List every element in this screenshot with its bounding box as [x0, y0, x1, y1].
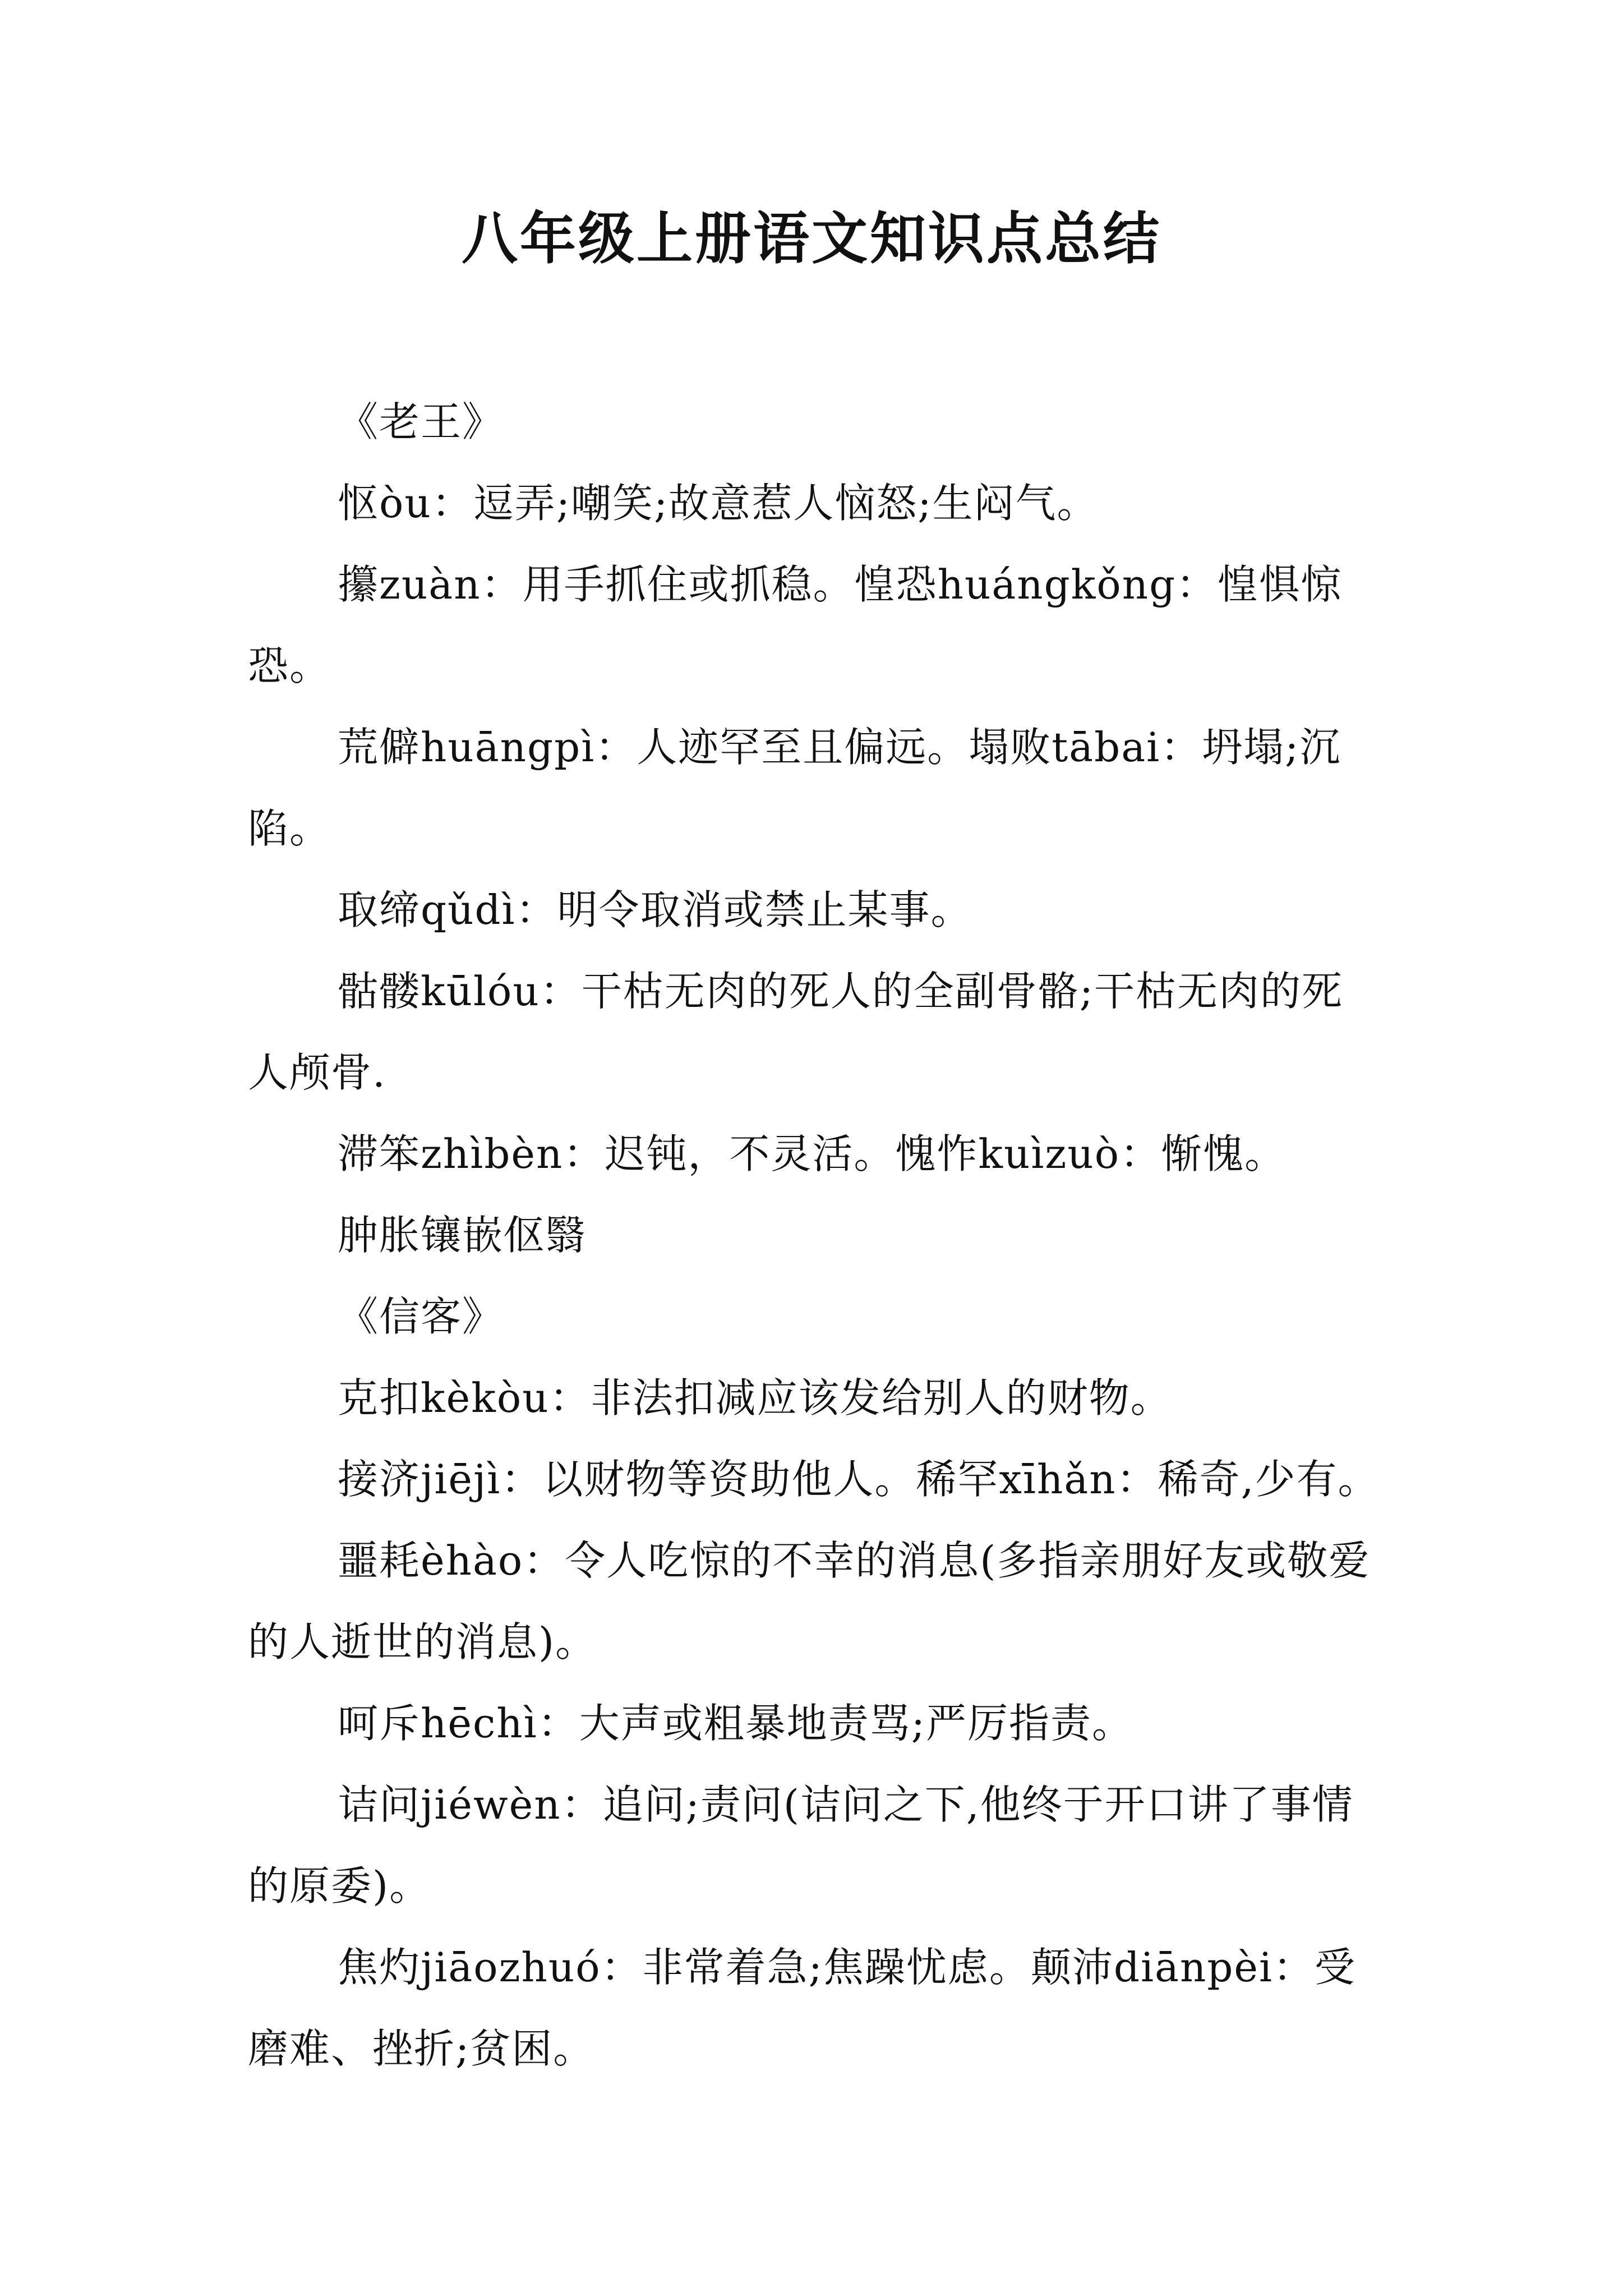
paragraph: 荒僻huāngpì：人迹罕至且偏远。塌败tābai：坍塌;沉陷。 — [248, 724, 1341, 852]
paragraph-section-heading-laowang: 《老王》 — [338, 398, 504, 445]
paragraph: 取缔qǔdì：明令取消或禁止某事。 — [338, 886, 972, 933]
paragraph: 诘问jiéwèn：追问;责问(诘问之下,他终于开口讲了事情的原委)。 — [248, 1781, 1354, 1910]
document-title: 八年级上册语文知识点总结 — [462, 205, 1161, 272]
paragraph: 攥zuàn：用手抓住或抓稳。惶恐huángkǒng：惶惧惊恐。 — [248, 561, 1343, 689]
document-body — [248, 381, 1381, 2090]
paragraph: 噩耗èhào：令人吃惊的不幸的消息(多指亲朋好友或敬爱的人逝世的消息)。 — [248, 1537, 1371, 1665]
paragraph: 怄òu：逗弄;嘲笑;故意惹人恼怒;生闷气。 — [338, 480, 1099, 527]
paragraph: 呵斥hēchì：大声或粗暴地责骂;严厉指责。 — [338, 1700, 1133, 1747]
paragraph: 焦灼jiāozhuó：非常着急;焦躁忧虑。颠沛diānpèi：受磨难、挫折;贫困。 — [248, 1944, 1357, 2072]
paragraph: 克扣kèkòu：非法扣减应该发给别人的财物。 — [338, 1374, 1172, 1421]
paragraph: 肿胀镶嵌伛翳 — [338, 1212, 587, 1259]
paragraph: 骷髅kūlóu：干枯无肉的死人的全副骨骼;干枯无肉的死人颅骨. — [248, 968, 1344, 1096]
paragraph: 接济jiējì：以财物等资助他人。稀罕xīhǎn：稀奇,少有。 — [338, 1456, 1380, 1503]
paragraph: 滞笨zhìbèn：迟钝，不灵活。愧怍kuìzuò：惭愧。 — [338, 1130, 1287, 1177]
paragraph-section-heading-xinke: 《信客》 — [338, 1293, 504, 1340]
